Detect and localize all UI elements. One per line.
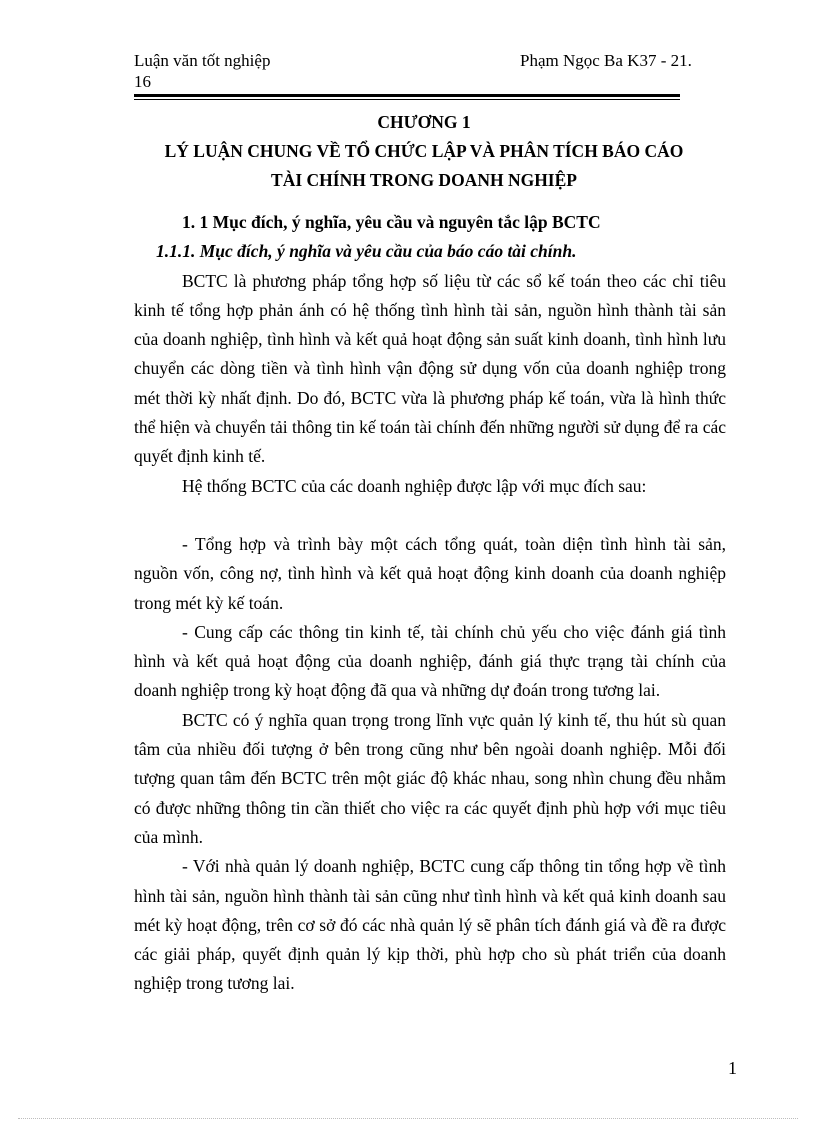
header-page-number: 16	[134, 72, 151, 91]
header-author: Phạm Ngọc Ba K37 - 21.	[520, 51, 692, 70]
page-number: 1	[728, 1058, 737, 1078]
running-header-left	[134, 50, 270, 92]
page-bottom-edge	[18, 1118, 798, 1119]
paragraph: BCTC có ý nghĩa quan trọng trong lĩnh vực quản lý kinh tế, thu hút sù quan tâm của nhiều đối tượng ở bên trong cũng như bên ngoài doanh nghiệp. Mỗi đối tượng quan tâm đến BCTC trên một giác độ khác nhau, song nhìn chung đều nhằm có được những thông tin cần thiết cho việc ra các quyết định phù hợp với mục tiêu của mình.	[134, 709, 726, 847]
list-paragraph: - Tổng hợp và trình bày một cách tổng quát, toàn diện tình hình tài sản, nguồn vốn, công nợ, tình hình và kết quả hoạt động kinh doanh của doanh nghiệp trong mét kỳ kế toán.	[134, 533, 726, 613]
list-paragraph: - Với nhà quản lý doanh nghiệp, BCTC cung cấp thông tin tổng hợp về tình hình tài sản, nguồn hình thành tài sản cũng như tình hình và kết quả kinh doanh sau mét kỳ hoạt động, trên cơ sở đó các nhà quản lý sẽ phân tích đánh giá và đề ra được các giải pháp, quyết định quản lý kịp thời, phù hợp cho sù phát triển của doanh nghiệp trong tương lai.	[134, 856, 726, 994]
chapter-number: CHƯƠNG 1	[377, 112, 471, 132]
header-document-title: Luận văn tốt nghiệp	[134, 51, 271, 70]
list-paragraph: - Cung cấp các thông tin kinh tế, tài chính chủ yếu cho việc đánh giá tình hình và kết quả hoạt động của doanh nghiệp, đánh giá thực trạng tài chính của doanh nghiệp trong kỳ hoạt động đã qua và những dự đoán trong tương lai.	[134, 621, 726, 701]
header-divider	[134, 94, 680, 100]
chapter-title-block	[134, 108, 714, 195]
subsection-heading: 1.1.1. Mục đích, ý nghĩa và yêu cầu của báo cáo tài chính.	[156, 241, 577, 262]
chapter-title-line-1: LÝ LUẬN CHUNG VỀ TỔ CHỨC LẬP VÀ PHÂN TÍCH BÁO CÁO	[164, 141, 684, 161]
section-heading: 1. 1 Mục đích, ý nghĩa, yêu cầu và nguyên tắc lập BCTC	[182, 212, 601, 232]
body-content	[134, 208, 726, 999]
paragraph: Hệ thống BCTC của các doanh nghiệp được lập với mục đích sau:	[182, 475, 647, 496]
chapter-title-line-2: TÀI CHÍNH TRONG DOANH NGHIỆP	[271, 170, 577, 190]
paragraph: BCTC là phương pháp tổng hợp số liệu từ các sổ kế toán theo các chỉ tiêu kinh tế tổng hợp phản ánh có hệ thống tình hình tài sản, nguồn hình thành tài sản của doanh nghiệp, tình hình và kết quả hoạt động sản suất kinh doanh, tình hình lưu chuyển các dòng tiền và tình hình vận động sử dụng vốn của doanh nghiệp trong mét thời kỳ nhất định. Do đó, BCTC vừa là phương pháp kế toán, vừa là hình thức thể hiện và chuyển tải thông tin kế toán tài chính đến những người sử dụng để ra các quyết định kinh tế.	[134, 270, 726, 467]
